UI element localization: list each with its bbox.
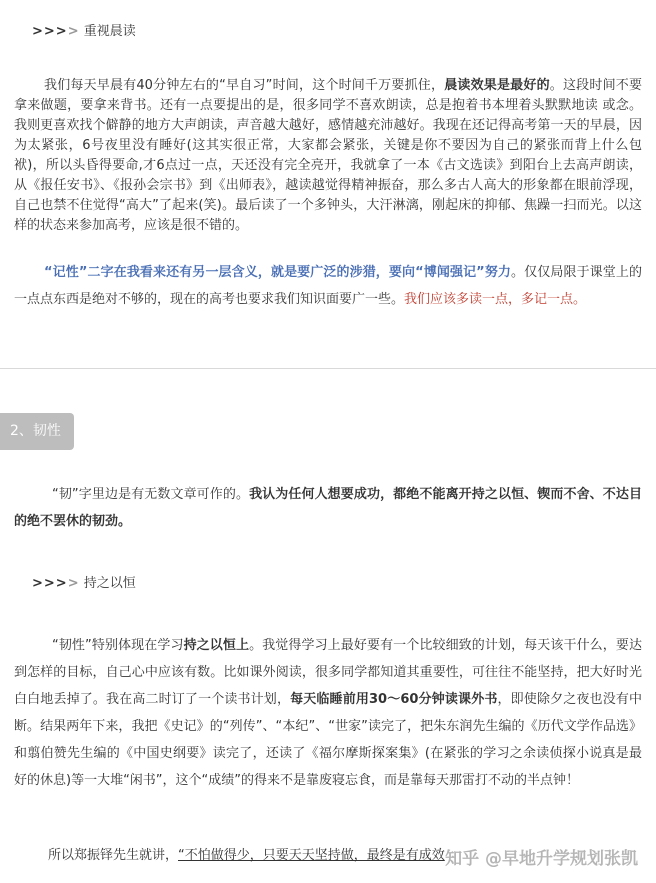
- paragraph-memory: “记性”二字在我看来还有另一层含义，就是要广泛的涉猎，要向“博闻强记”努力。仅仅局限于课堂上的一点点东西是绝对不够的，现在的高考也要求我们知识面要广一些。我们应该多读一点，多记一点。: [14, 265, 642, 307]
- section-heading-morning-reading: >>>> 重视晨读: [32, 24, 136, 39]
- paragraph-morning-reading: 我们每天早晨有40分钟左右的“早自习”时间，这个时间千万要抓住，晨读效果是最好的。这段时间不要拿来做题，要拿来背书。还有一点要提出的是，很多同学不喜欢朗读，总是抱着书本埋着头默默地读 或念。我则更喜欢找个僻静的地方大声朗读，声音越大越好，感情越充沛越好。我现在还记得高考第一天的早晨，因为太紧张，6号夜里没有睡好(这其实很正常，大家都会紧张，关键是你不要因为自己的紧张而背上什么包袱)，所以头昏得要命,才6点过一点，天还没有完全亮开，我就拿了一本《古文选读》到阳台上去高声朗读，从《报任安书》、《报孙会宗书》到《出师表》，越读越觉得精神振奋，那么多古人高大的形象都在眼前浮现，自己也禁不住觉得“高大”了起来(笑)。最后读了一个多钟头，大汗淋漓，刚起床的抑郁、焦躁一扫而光。以这样的状态来参加高考，应该是很不错的。: [14, 78, 642, 233]
- paragraph-quote: 所以郑振铎先生就讲，“不怕做得少，只要天天坚持做，最终是有成效: [48, 848, 445, 863]
- arrow-icon: >>>>: [32, 576, 80, 591]
- section-tag-resilience: 2、韧性: [0, 413, 74, 450]
- zhihu-watermark: 知乎 @早地升学规划张凯: [445, 849, 638, 869]
- paragraph-resilience-intro: “韧”字里边是有无数文章可作的。我认为任何人想要成功，都绝不能离开持之以恒、锲而不舍、不达目的绝不罢休的韧劲。: [14, 487, 642, 529]
- section-divider: [0, 368, 656, 369]
- section-heading-persistence: >>>> 持之以恒: [32, 576, 136, 591]
- arrow-icon: >>>>: [32, 24, 80, 39]
- paragraph-persistence: “韧性”特别体现在学习持之以恒上。我觉得学习上最好要有一个比较细致的计划，每天该干什么，要达到怎样的目标，自己心中应该有数。比如课外阅读，很多同学都知道其重要性，可往往不能坚持，把大好时光白白地丢掉了。我在高二时订了一个读书计划，每天临睡前用30～60分钟读课外书，即使除夕之夜也没有中断。结果两年下来，我把《史记》的“列传”、“本纪”、“世家”读完了，把朱东润先生编的《历代文学作品选》和翦伯赞先生编的《中国史纲要》读完了，还读了《福尔摩斯探案集》(在紧张的学习之余读侦探小说真是最好的休息)等一大堆“闲书”，这个“成绩”的得来不是靠废寝忘食，而是靠每天那雷打不动的半点钟！: [14, 638, 642, 788]
